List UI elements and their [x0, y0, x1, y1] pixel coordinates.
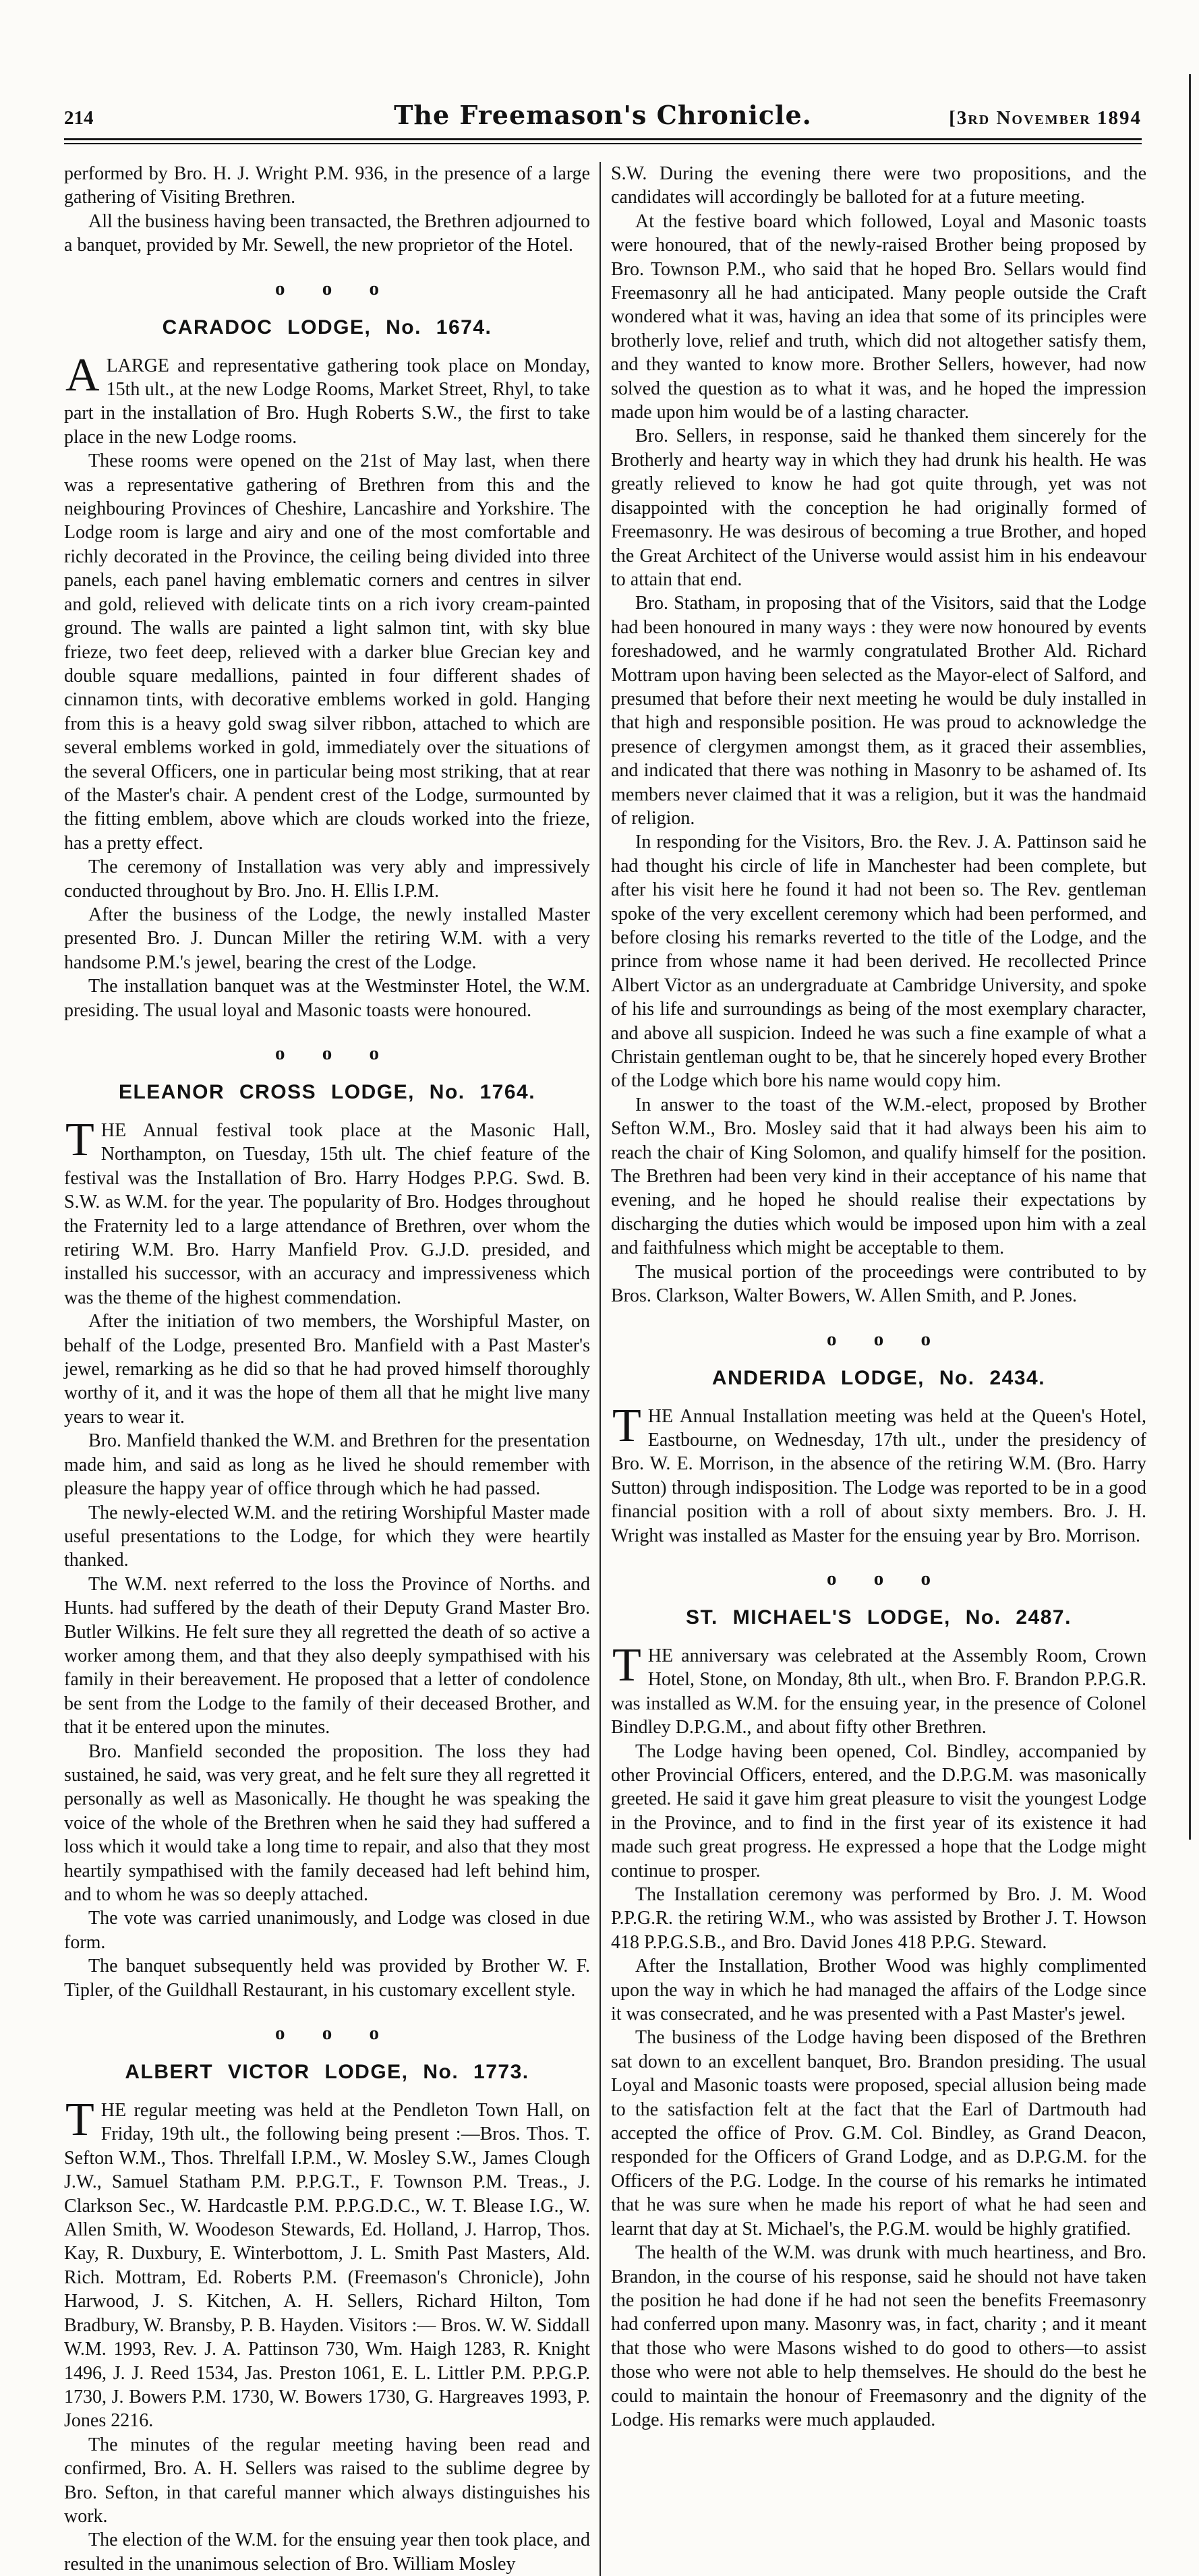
article-paragraph: After the business of the Lodge, the newly installed Master presented Bro. J. Duncan Miller the retiring W.M. with a very handsome P.M.'s jewel, bearing the crest of the Lodge.	[64, 904, 590, 973]
article-paragraph: After the Installation, Brother Wood was highly complimented upon the way in which he had managed the affairs of the Lodge since it was consecrated, and he was presented with a Past Master's jewel.	[611, 1956, 1146, 2025]
article-paragraph: Bro. Manfield seconded the proposition. The loss they had sustained, he said, was very great, and he felt sure they all regretted it personally as well as Masonically. He thought he was speaking the voice of the whole of the Brethren when he said they had suffered a loss which it would take a long time to repair, and also that they most heartily sympathised with the family deceased had left behind him, and to whom he was so deeply attached.	[64, 1740, 590, 1905]
drop-cap: T	[65, 2094, 94, 2146]
article-paragraph: The W.M. next referred to the loss the Province of Norths. and Hunts. had suffered by the death of their Deputy Grand Master Bro. Butler Wilkins. He felt sure they all regretted the death of so active a worker among them, and that they also deeply sympathised with his family in their bereavement. He proposed that a letter of condolence be sent from the Lodge to the family of their deceased Brother, and that it be entered upon the minutes.	[64, 1573, 590, 1738]
paragraph-text: HE Annual Installation meeting was held at the Queen's Hotel, Eastbourne, on Wednesday, 17th ult., under the presidency of Bro. W. E. Morrison, in the absence of the retiring W.M. (Bro. Harry Sutton) through indisposition. The Lodge was reported to be in a good financial position with a roll of about sixty members. Bro. J. H. Wright was installed as Master for the ensuing year by Bro. Morrison.	[611, 1405, 1146, 1546]
article-columns	[64, 162, 1146, 2576]
article-paragraph	[611, 1639, 1146, 1740]
paragraph-text: HE Annual festival took place at the Masonic Hall, Northampton, on Tuesday, 15th ult. The chief feature of the festival was the Installation of Bro. Harry Hodges P.P.G. Swd. B. S.W. as W.M. for the year. The popularity of Bro. Hodges throughout the Fraternity led to a large attendance of Brethren, over whom the retiring W.M. Bro. Harry Manfield Prov. G.J.D. presided, and installed his successor, with an accuracy and impressiveness which was the theme of the highest commendation.	[64, 1120, 590, 1308]
article-paragraph: The Installation ceremony was performed by Bro. J. M. Wood P.P.G.R. the retiring W.M., who was assisted by Brother J. T. Howson 418 P.P.G.S.B., and Bro. David Jones 418 P.P.G. Steward.	[611, 1884, 1146, 1953]
article-paragraph	[64, 2094, 590, 2433]
right-column	[601, 162, 1146, 2576]
article-paragraph: In answer to the toast of the W.M.-elect, proposed by Brother Sefton W.M., Bro. Mosley said that it had always been his aim to reach the chair of King Solomon, and qualify himself for the position. The Brethren had been very kind in their acceptance of his name that evening, and he hoped he should realise their expectations by discharging the duties which would be imposed upon him with a zeal and faithfulness which might be acceptable to them.	[611, 1094, 1146, 1259]
section-separator: o o o	[827, 1328, 931, 1350]
article-paragraph	[64, 1114, 590, 1310]
drop-cap: T	[612, 1639, 641, 1691]
page-number: 214	[64, 107, 94, 129]
article-paragraph: The Lodge having been opened, Col. Bindley, accompanied by other Provincial Officers, entered, and the D.P.G.M. was masonically greeted. He said it gave him great pleasure to visit the youngest Lodge in the Province, and to find in the first year of its existence it had made such great progress. He expressed a hope that the Lodge might continue to prosper.	[611, 1740, 1146, 1881]
newspaper-title: The Freemason's Chronicle.	[394, 100, 812, 130]
article-paragraph: The installation banquet was at the Westminster Hotel, the W.M. presiding. The usual loyal and Masonic toasts were honoured.	[64, 976, 590, 1021]
section-separator: o o o	[275, 277, 379, 299]
masthead-double-rule	[64, 138, 1142, 144]
article-paragraph: Bro. Manfield thanked the W.M. and Brethren for the presentation made him, and said as long as he lived he should remember with pleasure the happy year of office through which he had passed.	[64, 1430, 590, 1500]
article-paragraph: Bro. Statham, in proposing that of the Visitors, said that the Lodge had been honoured in many ways : they were now honoured by events foreshadowed, and he warmly congratulated Brother Ald. Richard Mottram upon having been selected as the Mayor-elect of Salford, and presumed that before their next meeting he would be duly installed in that high and responsible position. He was proud to acknowledge the presence of clergymen amongst them, as it graced their assemblies, and indicated that there was nothing in Masonry to be ashamed of. Its members never claimed that it was a religion, but it was the handmaid of religion.	[611, 593, 1146, 829]
article-paragraph: At the festive board which followed, Loyal and Masonic toasts were honoured, that of the newly-raised Brother being proposed by Bro. Townson P.M., who said that he hoped Bro. Sellars would find Freemasonry all he had anticipated. Many people outside the Craft wondered what it was, having an idea that some of its principles were brotherly love, relief and truth, which did not altogether satisfy them, and they wanted to know more. Brother Sellers, however, had now solved the question as to what it was, and he hoped the impression made upon him would be of a lasting character.	[611, 210, 1146, 423]
section-heading-st-michaels-lodge: ST. MICHAEL'S LODGE, No. 2487.	[686, 1606, 1072, 1629]
article-paragraph	[611, 1399, 1146, 1548]
section-heading-albert-victor-lodge: ALBERT VICTOR LODGE, No. 1773.	[125, 2061, 529, 2084]
article-paragraph: The minutes of the regular meeting having been read and confirmed, Bro. A. H. Sellers was raised to the sublime degree by Bro. Sefton, in that careful manner which always distinguishes his work.	[64, 2434, 590, 2527]
left-column	[64, 162, 601, 2576]
section-heading-eleanor-cross-lodge: ELEANOR CROSS LODGE, No. 1764.	[118, 1081, 536, 1103]
section-separator: o o o	[275, 1043, 379, 1064]
article-paragraph: performed by Bro. H. J. Wright P.M. 936, in the presence of a large gathering of Visiting Brethren.	[64, 163, 590, 208]
article-paragraph: The health of the W.M. was drunk with much heartiness, and Bro. Brandon, in the course of his response, said he should not have taken the position he had done if he had not seen the benefits Freemasonry had conferred upon many. Masonry was, in fact, charity ; and it meant that those who were Masons wished to do good to others—to assist those who were not able to help themselves. He should do the best he could to maintain the honour of Freemasonry and the dignity of the Lodge. His remarks were much applauded.	[611, 2242, 1146, 2430]
article-paragraph: The vote was carried unanimously, and Lodge was closed in due form.	[64, 1908, 590, 1953]
paragraph-text: HE regular meeting was held at the Pendleton Town Hall, on Friday, 19th ult., the following being present :—Bros. Thos. T. Sefton W.M., Thos. Threlfall I.P.M., W. Mosley S.W., James Clough J.W., Samuel Statham P.M. P.P.G.T., F. Townson P.M. Treas., J. Clarkson Sec., W. Hardcastle P.M. P.P.G.D.C., W. T. Blease I.G., W. Allen Smith, W. Woodeson Stewards, Ed. Holland, J. Harrop, Thos. Kay, R. Duxbury, E. Winterbottom, J. L. Smith Past Masters, Ald. Rich. Mottram, Ed. Roberts P.M. (Freemason's Chronicle), John Harwood, J. S. Kitchen, A. H. Sellers, Richard Hilton, Tom Bradbury, W. Bransby, P. B. Hayden. Visitors :— Bros. W. W. Siddall W.M. 1993, Rev. J. A. Pattinson 730, Wm. Haigh 1283, R. Knight 1496, J. J. Reed 1534, Jas. Preston 1061, E. L. Littler P.M. P.P.G.P. 1730, J. Bowers P.M. 1730, W. Bowers 1730, G. Hargreaves 1993, P. Jones 2216.	[64, 2100, 590, 2432]
article-paragraph: The musical portion of the proceedings were contributed to by Bros. Clarkson, Walter Bowers, W. Allen Smith, and P. Jones.	[611, 1261, 1146, 1307]
section-heading-anderida-lodge: ANDERIDA LODGE, No. 2434.	[711, 1366, 1046, 1389]
article-paragraph: These rooms were opened on the 21st of May last, when there was a representative gathering of Brethren from this and the neighbouring Provinces of Cheshire, Lancashire and Yorkshire. The Lodge room is large and airy and one of the most comfortable and richly decorated in the Province, the ceiling being divided into three panels, each panel having emblematic corners and centres in silver and gold, relieved with delicate tints on a rich ivory cream-painted ground. The walls are painted a light salmon tint, with sky blue frieze, two feet deep, relieved with a darker blue Grecian key and double square medallions, painted in four different shades of cinnamon tints, with decorative emblems worked in gold. Hanging from this is a heavy gold swag silver ribbon, attached to which are several emblems worked in gold, immediately over the situations of the several Officers, one in particular being most striking, that at rear of the Master's chair. A pendent crest of the Lodge, surmounted by the fitting emblem, above which are clouds worked into the frieze, has a pretty effect.	[64, 450, 590, 854]
article-paragraph: The banquet subsequently held was provided by Brother W. F. Tipler, of the Guildhall Restaurant, in his customary excellent style.	[64, 1956, 590, 2001]
paragraph-text: HE anniversary was celebrated at the Assembly Room, Crown Hotel, Stone, on Monday, 8th ult., when Bro. F. Brandon P.P.G.R. was installed as W.M. for the ensuing year, in the presence of Colonel Bindley D.P.G.M., and about fifty other Brethren.	[611, 1645, 1146, 1738]
masthead	[64, 0, 1142, 130]
article-paragraph: The ceremony of Installation was very ably and impressively conducted throughout by Bro. Jno. H. Ellis I.P.M.	[64, 856, 590, 902]
article-paragraph: Bro. Sellers, in response, said he thanked them sincerely for the Brotherly and hearty way in which they had drunk his health. He was greatly relieved to know he had got quite through, yet was not disappointed with the conception he had originally formed of Freemasonry. He was desirous of becoming a true Brother, and hoped the Great Architect of the Universe would assist him in his endeavour to attain that end.	[611, 426, 1146, 590]
drop-cap: T	[612, 1399, 641, 1452]
article-paragraph: The business of the Lodge having been disposed of the Brethren sat down to an excellent banquet, Bro. Brandon presiding. The usual Loyal and Masonic toasts were proposed, special allusion being made to the satisfaction felt at the fact that the Earl of Dartmouth had accepted the office of Prov. G.M. Col. Bindley, as Grand Deacon, responded for the Officers of Grand Lodge, and as D.P.G.M. for the Officers of the P.G. Lodge. In the course of his remarks he intimated that he was sure when he made his report of what he had seen and learnt that day at St. Michael's, the P.G.M. would be highly gratified.	[611, 2027, 1146, 2240]
drop-cap: A	[65, 349, 100, 401]
paragraph-text: LARGE and representative gathering took place on Monday, 15th ult., at the new Lodge Rooms, Market Street, Rhyl, to take part in the installation of Bro. Hugh Roberts S.W., the first to take place in the new Lodge rooms.	[64, 355, 590, 448]
article-paragraph: All the business having been transacted, the Brethren adjourned to a banquet, provided by Mr. Sewell, the new proprietor of the Hotel.	[64, 210, 590, 256]
article-paragraph: In responding for the Visitors, Bro. the Rev. J. A. Pattinson said he had thought his circle of life in Manchester had been complete, but after his visit here he found it had not been so. The Rev. gentleman spoke of the very excellent ceremony which had been performed, and before closing his remarks reverted to the title of the Lodge, and the prince from whose name it had been derived. He recollected Prince Albert Victor as an undergraduate at Cambridge University, and spoke of his life and surroundings as being of the most exemplary character, and above all suspicion. Indeed he was such a fine example of what a Christain gentleman ought to be, that he sincerely hoped every Brother of the Lodge which bore his name would copy him.	[611, 831, 1146, 1092]
drop-cap: T	[65, 1114, 94, 1166]
section-separator: o o o	[827, 1567, 931, 1589]
article-paragraph	[64, 349, 590, 450]
section-separator: o o o	[275, 2022, 379, 2045]
section-heading-caradoc-lodge: CARADOC LODGE, No. 1674.	[162, 316, 492, 339]
article-paragraph: The newly-elected W.M. and the retiring Worshipful Master made useful presentations to the Lodge, for which they were heartily thanked.	[64, 1502, 590, 1571]
article-paragraph: After the initiation of two members, the Worshipful Master, on behalf of the Lodge, presented Bro. Manfield with a Past Master's jewel, remarking as he did so that he had proved himself thoroughly worthy of it, and it was the hope of them all that he might live many years to wear it.	[64, 1311, 590, 1428]
article-paragraph: The election of the W.M. for the ensuing year then took place, and resulted in the unanimous selection of Bro. William Mosley	[64, 2529, 590, 2575]
page-edge-line	[1189, 74, 1191, 1840]
issue-date: [3rd November 1894	[949, 107, 1142, 129]
article-paragraph: S.W. During the evening there were two propositions, and the candidates will accordingly be balloted for at a future meeting.	[611, 163, 1146, 208]
